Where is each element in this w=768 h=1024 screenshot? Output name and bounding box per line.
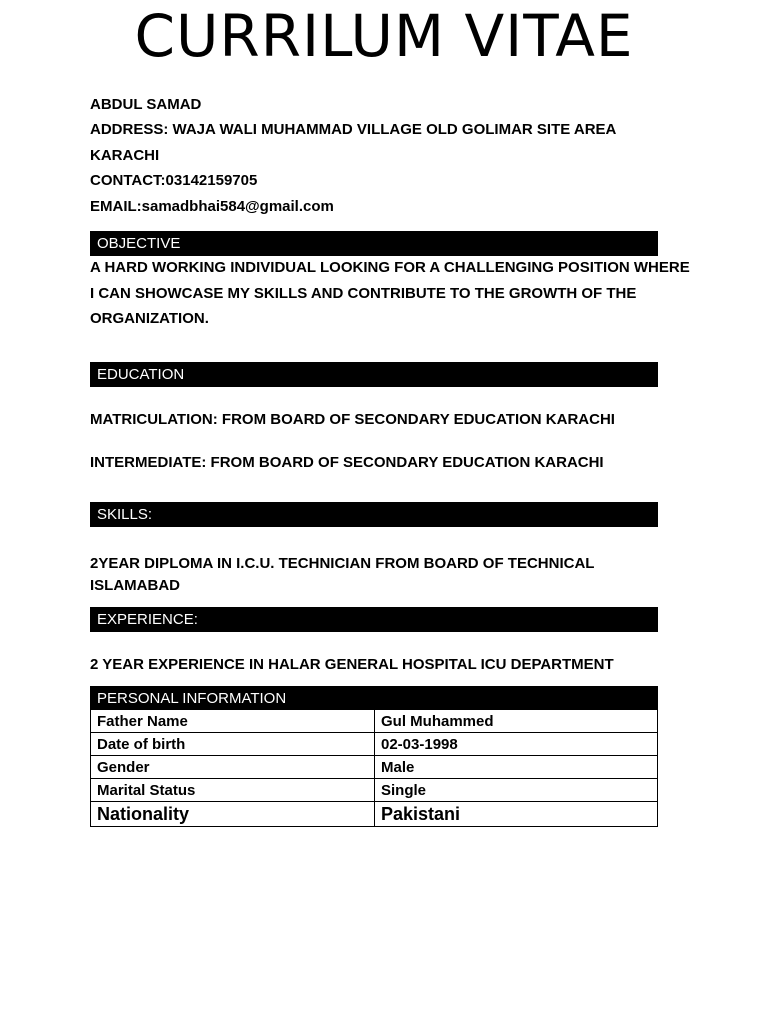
table-row [91,802,658,827]
contact-email: EMAIL:samadbhai584@gmail.com [90,198,334,215]
table-row [91,733,658,756]
contact-phone: CONTACT:03142159705 [90,172,258,189]
field-value: Gul Muhammed [375,710,658,733]
field-label: Marital Status [91,779,375,802]
field-value: Single [375,779,658,802]
applicant-name: ABDUL SAMAD [90,96,202,113]
table-row [91,756,658,779]
education-item-matric: MATRICULATION: FROM BOARD OF SECONDARY EDUCATION KARACHI [90,411,615,428]
skills-heading: SKILLS: [90,502,658,527]
address-city: KARACHI [90,147,160,164]
field-label: Gender [91,756,375,779]
personal-info-heading: PERSONAL INFORMATION [91,687,658,710]
experience-heading: EXPERIENCE: [90,607,658,632]
table-row [91,710,658,733]
education-heading: EDUCATION [90,362,658,387]
field-value: Male [375,756,658,779]
experience-text: 2 YEAR EXPERIENCE IN HALAR GENERAL HOSPITAL ICU DEPARTMENT [90,656,614,673]
table-row [91,779,658,802]
field-label: Nationality [91,802,375,827]
objective-heading: OBJECTIVE [90,231,658,256]
field-label: Father Name [91,710,375,733]
objective-text: A HARD WORKING INDIVIDUAL LOOKING FOR A CHALLENGING POSITION WHERE I CAN SHOWCASE MY SKILLS AND CONTRIBUTE TO THE GROWTH OF THE ORGANIZATION. [90,259,690,327]
personal-info-table [90,686,658,827]
field-value: Pakistani [375,802,658,827]
skills-text: 2YEAR DIPLOMA IN I.C.U. TECHNICIAN FROM BOARD OF TECHNICAL ISLAMABAD [90,555,595,594]
field-label: Date of birth [91,733,375,756]
personal-info-header-row [91,687,658,710]
document-title: CURRILUM VITAE [134,2,634,70]
address-line: ADDRESS: WAJA WALI MUHAMMAD VILLAGE OLD GOLIMAR SITE AREA [90,121,617,138]
field-value: 02-03-1998 [375,733,658,756]
education-item-intermediate: INTERMEDIATE: FROM BOARD OF SECONDARY EDUCATION KARACHI [90,454,604,471]
